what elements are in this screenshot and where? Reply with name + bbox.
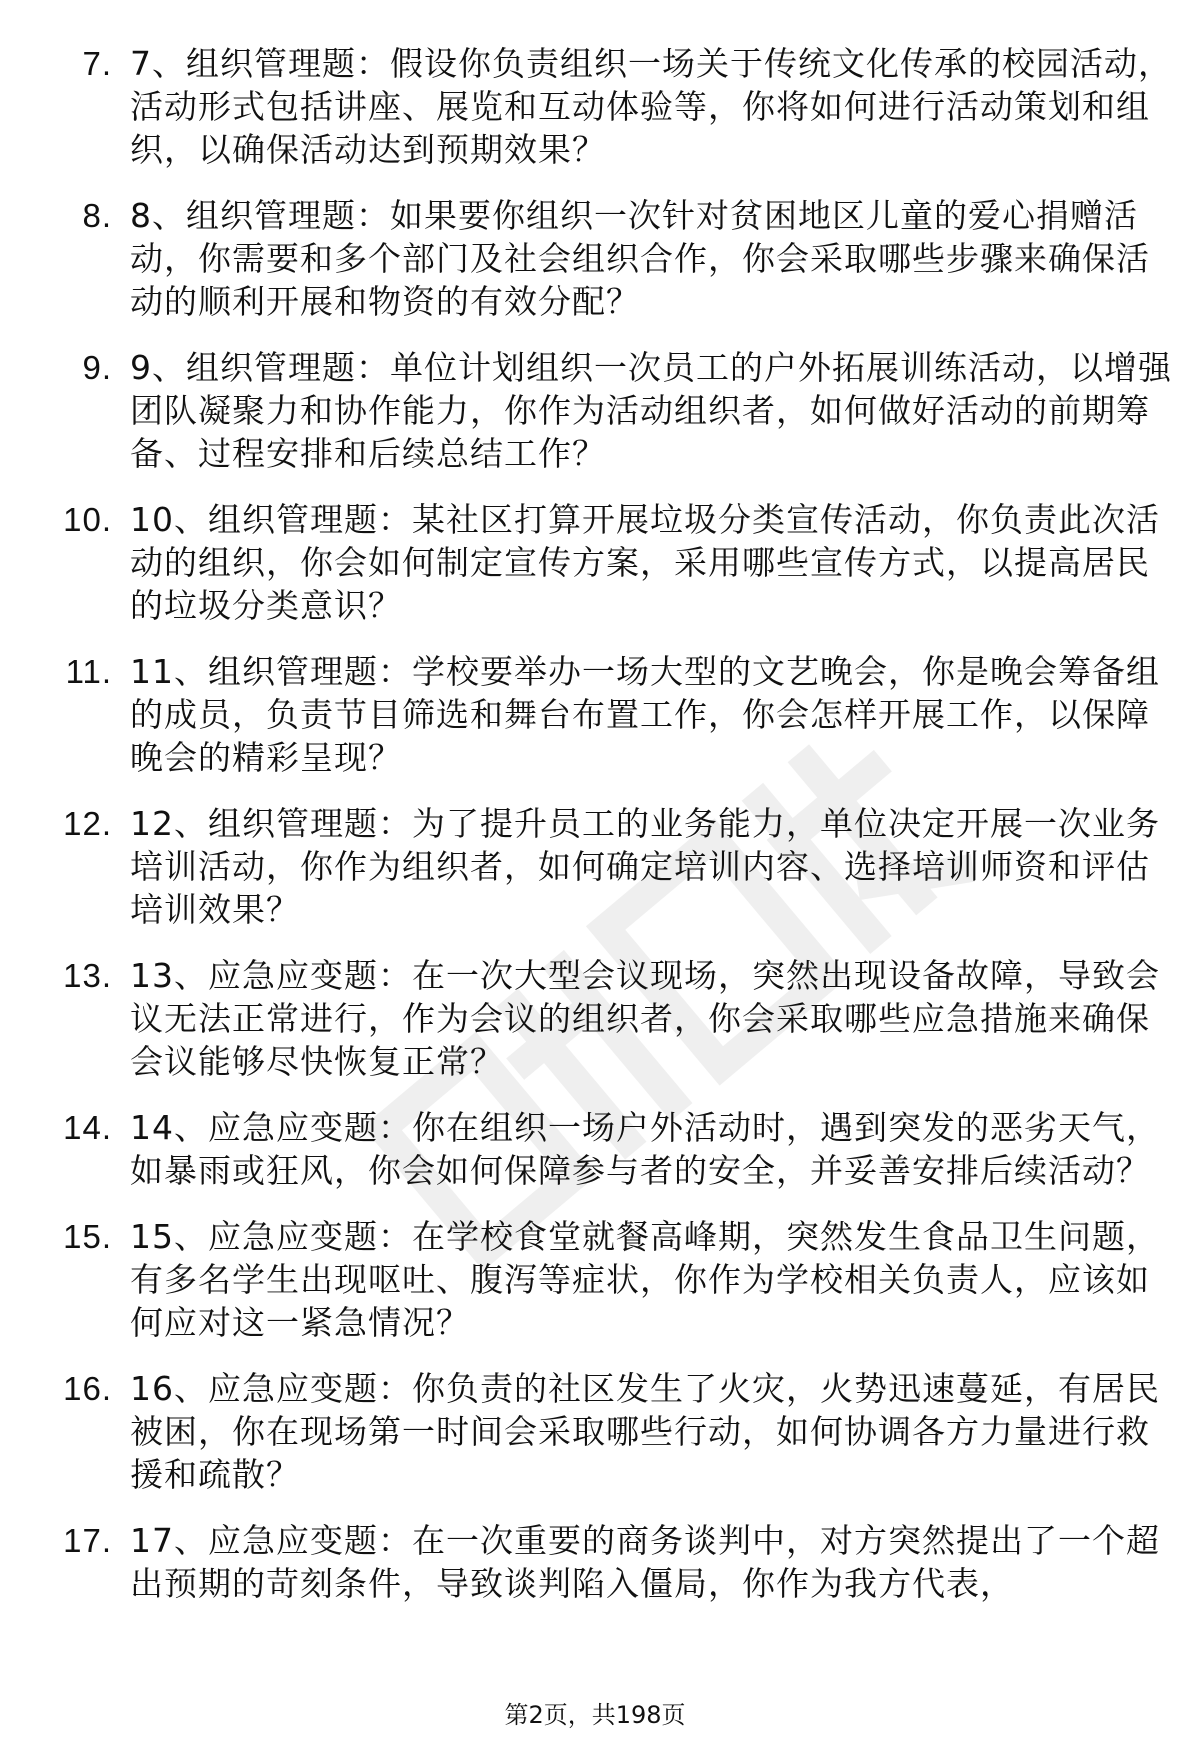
question-item <box>0 1215 1190 1344</box>
question-number: 16. <box>63 1370 112 1407</box>
question-text: 11、组织管理题：学校要举办一场大型的文艺晚会，你是晚会筹备组的成员，负责节目筛选和舞台布置工作，你会怎样开展工作，以保障晚会的精彩呈现？ <box>130 652 1160 777</box>
question-list <box>0 42 1190 1628</box>
question-item <box>0 1519 1190 1605</box>
question-number: 8. <box>82 197 112 234</box>
question-item <box>0 346 1190 475</box>
question-number: 15. <box>63 1218 112 1255</box>
question-text: 16、应急应变题：你负责的社区发生了火灾，火势迅速蔓延，有居民被困，你在现场第一时间会采取哪些行动，如何协调各方力量进行救援和疏散？ <box>130 1369 1160 1494</box>
question-number: 9. <box>82 349 112 386</box>
question-text: 8、组织管理题：如果要你组织一次针对贫困地区儿童的爱心捐赠活动，你需要和多个部门及社会组织合作，你会采取哪些步骤来确保活动的顺利开展和物资的有效分配？ <box>130 196 1150 321</box>
question-number: 10. <box>63 501 112 538</box>
question-number: 11. <box>65 653 112 690</box>
question-item <box>0 802 1190 931</box>
question-number: 13. <box>63 957 112 994</box>
page-footer: 第2页，共198页 <box>504 1701 686 1729</box>
question-text: 14、应急应变题：你在组织一场户外活动时，遇到突发的恶劣天气，如暴雨或狂风，你会如何保障参与者的安全，并妥善安排后续活动？ <box>130 1108 1160 1190</box>
question-text: 17、应急应变题：在一次重要的商务谈判中，对方突然提出了一个超出预期的苛刻条件，导致谈判陷入僵局，你作为我方代表， <box>130 1521 1160 1603</box>
question-number: 7. <box>82 45 112 82</box>
question-text: 12、组织管理题：为了提升员工的业务能力，单位决定开展一次业务培训活动，你作为组织者，如何确定培训内容、选择培训师资和评估培训效果？ <box>130 804 1160 929</box>
question-item <box>0 42 1190 171</box>
question-item <box>0 194 1190 323</box>
question-number: 17. <box>63 1522 112 1559</box>
question-item <box>0 498 1190 627</box>
question-item <box>0 954 1190 1083</box>
question-item <box>0 1367 1190 1496</box>
question-item <box>0 1106 1190 1192</box>
question-text: 13、应急应变题：在一次大型会议现场，突然出现设备故障，导致会议无法正常进行，作为会议的组织者，你会采取哪些应急措施来确保会议能够尽快恢复正常？ <box>130 956 1160 1081</box>
question-text: 7、组织管理题：假设你负责组织一场关于传统文化传承的校园活动，活动形式包括讲座、展览和互动体验等，你将如何进行活动策划和组织，以确保活动达到预期效果？ <box>130 44 1172 169</box>
question-number: 12. <box>63 805 112 842</box>
question-text: 9、组织管理题：单位计划组织一次员工的户外拓展训练活动，以增强团队凝聚力和协作能力，你作为活动组织者，如何做好活动的前期筹备、过程安排和后续总结工作？ <box>130 348 1172 473</box>
question-text: 10、组织管理题：某社区打算开展垃圾分类宣传活动，你负责此次活动的组织，你会如何制定宣传方案，采用哪些宣传方式，以提高居民的垃圾分类意识？ <box>130 500 1160 625</box>
question-text: 15、应急应变题：在学校食堂就餐高峰期，突然发生食品卫生问题，有多名学生出现呕吐、腹泻等症状，你作为学校相关负责人，应该如何应对这一紧急情况？ <box>130 1217 1160 1342</box>
question-item <box>0 650 1190 779</box>
question-number: 14. <box>63 1109 112 1146</box>
